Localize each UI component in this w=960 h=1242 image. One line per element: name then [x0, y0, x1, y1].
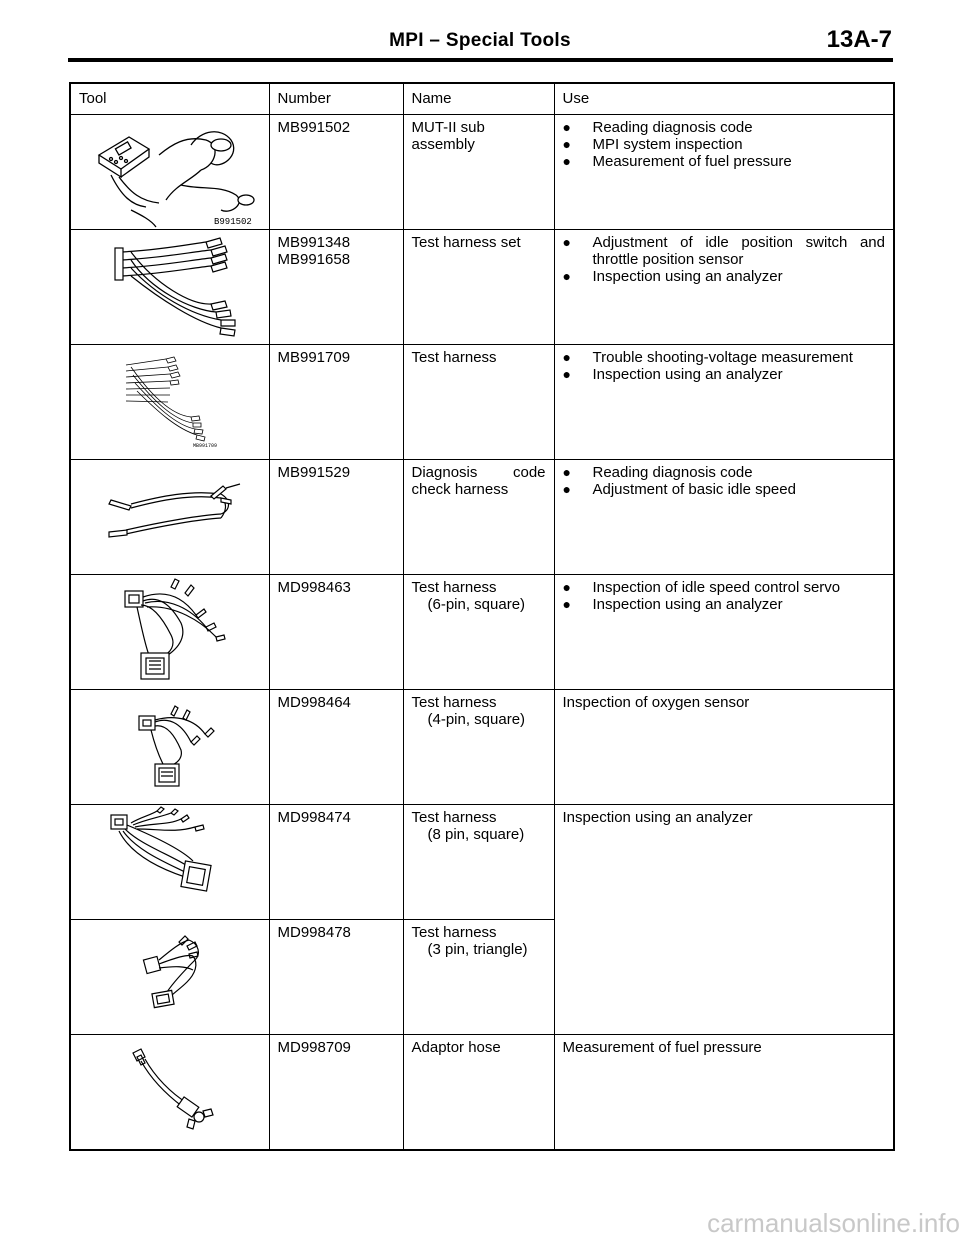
tool-name-cell — [403, 460, 554, 575]
tool-number-cell — [269, 345, 403, 460]
bullet-icon: ● — [562, 596, 571, 612]
tool-use-text: Inspection of oxygen sensor — [562, 694, 750, 711]
tool-name-cell — [403, 805, 554, 920]
tool-image-cell — [70, 920, 269, 1035]
tool-image-cell — [70, 115, 269, 230]
table-row — [70, 345, 894, 460]
tool-number: MD998474 — [277, 809, 351, 826]
bullet-icon: ● — [562, 464, 571, 480]
tool-name-continued: (6-pin, square) — [427, 596, 526, 613]
tool-image-cell — [70, 345, 269, 460]
bullet-icon: ● — [562, 153, 571, 169]
tool-name-continued: check harness — [411, 481, 509, 498]
bullet-icon: ● — [562, 268, 571, 284]
tool-use-cell — [554, 575, 894, 690]
use-item: ● Inspection using an analyzer — [562, 366, 783, 383]
tool-name: Test harness — [411, 924, 497, 941]
tool-use-text: Inspection using an analyzer — [562, 809, 753, 826]
tool-name: Test harness — [411, 579, 497, 596]
table-row — [70, 115, 894, 230]
header-rule — [68, 58, 893, 62]
page-number: 13A-7 — [826, 26, 892, 53]
bullet-icon: ● — [562, 349, 571, 365]
column-header-number: Number — [269, 83, 403, 115]
test-harness-8-pin-illustration — [71, 805, 270, 919]
tool-number: MD998478 — [277, 924, 351, 941]
tool-number: MB991658 — [277, 251, 351, 268]
table-row — [70, 690, 894, 805]
tool-image-cell — [70, 575, 269, 690]
tool-use-cell — [554, 690, 894, 805]
tool-number: MB991348 — [277, 234, 351, 251]
tool-number: MB991709 — [277, 349, 351, 366]
bullet-icon: ● — [562, 119, 571, 135]
mut-ii-sub-assembly-illustration — [71, 115, 270, 229]
tool-image-cell — [70, 690, 269, 805]
column-header-use: Use — [554, 83, 894, 115]
tool-image-label: B991502 — [214, 217, 252, 227]
tool-name: Test harness set — [411, 234, 521, 251]
tool-name: Adaptor hose — [411, 1039, 501, 1056]
tool-name: Test harness — [411, 809, 497, 826]
test-harness-3-pin-illustration — [71, 920, 270, 1034]
tool-image-cell — [70, 460, 269, 575]
column-header-name: Name — [403, 83, 554, 115]
tool-name-cell — [403, 690, 554, 805]
use-item: ● Adjustment of basic idle speed — [562, 481, 796, 498]
use-item: ● Measurement of fuel pressure — [562, 153, 792, 170]
table-row — [70, 575, 894, 690]
tool-number-cell — [269, 230, 403, 345]
tool-name: MUT-II sub — [411, 119, 485, 136]
test-harness-set-illustration — [71, 230, 270, 344]
tool-use-cell — [554, 230, 894, 345]
column-header-tool: Tool — [70, 83, 269, 115]
special-tools-table — [69, 82, 895, 1151]
tool-name: Test harness — [411, 349, 497, 366]
tool-use-cell — [554, 345, 894, 460]
tool-name-continued: (4-pin, square) — [427, 711, 526, 728]
tool-use-cell — [554, 460, 894, 575]
tool-name-continued: assembly — [411, 136, 475, 153]
tool-number: MB991502 — [277, 119, 351, 136]
tool-number: MD998464 — [277, 694, 351, 711]
tool-number: MD998463 — [277, 579, 351, 596]
bullet-icon: ● — [562, 136, 571, 152]
bullet-icon: ● — [562, 234, 571, 250]
tool-image-label: MB991709 — [193, 443, 218, 449]
bullet-icon: ● — [562, 366, 571, 382]
tool-number-cell — [269, 805, 403, 920]
tool-name: Test harness — [411, 694, 497, 711]
use-item: ● Inspection using an analyzer — [562, 268, 783, 285]
table-row — [70, 460, 894, 575]
tool-use-text: Measurement of fuel pressure — [562, 1039, 762, 1056]
tool-number-cell — [269, 1035, 403, 1150]
test-harness-4-pin-illustration — [71, 690, 270, 804]
tool-use-cell — [554, 1035, 894, 1150]
use-item: ● Trouble shooting-voltage measurement — [562, 349, 853, 366]
table-row — [70, 805, 894, 920]
tool-number: MB991529 — [277, 464, 351, 481]
tool-number-cell — [269, 115, 403, 230]
tool-name-continued: (3 pin, triangle) — [427, 941, 528, 958]
bullet-icon: ● — [562, 481, 571, 497]
tool-image-cell — [70, 805, 269, 920]
page-title: MPI – Special Tools — [389, 30, 571, 51]
test-harness-6-pin-illustration — [71, 575, 270, 689]
tool-number-cell — [269, 460, 403, 575]
tool-use-cell — [554, 805, 894, 1035]
tool-name-continued: (8 pin, square) — [427, 826, 525, 843]
use-item: ● Inspection using an analyzer — [562, 596, 783, 613]
tool-name-cell — [403, 1035, 554, 1150]
tool-image-cell — [70, 1035, 269, 1150]
tool-number-cell — [269, 690, 403, 805]
table-row — [70, 230, 894, 345]
bullet-icon: ● — [562, 579, 571, 595]
use-item: ● MPI system inspection — [562, 136, 743, 153]
tool-number-cell — [269, 920, 403, 1035]
use-item: ● Reading diagnosis code — [562, 119, 753, 136]
tool-use-cell — [554, 115, 894, 230]
diagnosis-code-check-harness-illustration — [71, 460, 270, 574]
tool-name-cell — [403, 575, 554, 690]
use-item: ● Adjustment of idle position switch and throttle position sensor — [562, 234, 885, 268]
tool-name-cell — [403, 920, 554, 1035]
tool-name-cell — [403, 345, 554, 460]
watermark: carmanualsonline.info — [707, 1208, 960, 1238]
tool-name-cell — [403, 230, 554, 345]
tool-number-cell — [269, 575, 403, 690]
tool-image-cell — [70, 230, 269, 345]
use-item: ● Reading diagnosis code — [562, 464, 753, 481]
table-header-row — [70, 83, 894, 115]
tool-name-cell — [403, 115, 554, 230]
tool-number: MD998709 — [277, 1039, 351, 1056]
use-item: ● Inspection of idle speed control servo — [562, 579, 841, 596]
adaptor-hose-illustration — [71, 1035, 270, 1149]
test-harness-illustration — [71, 345, 270, 459]
table-row — [70, 1035, 894, 1150]
tool-name: Diagnosis code — [411, 464, 546, 481]
